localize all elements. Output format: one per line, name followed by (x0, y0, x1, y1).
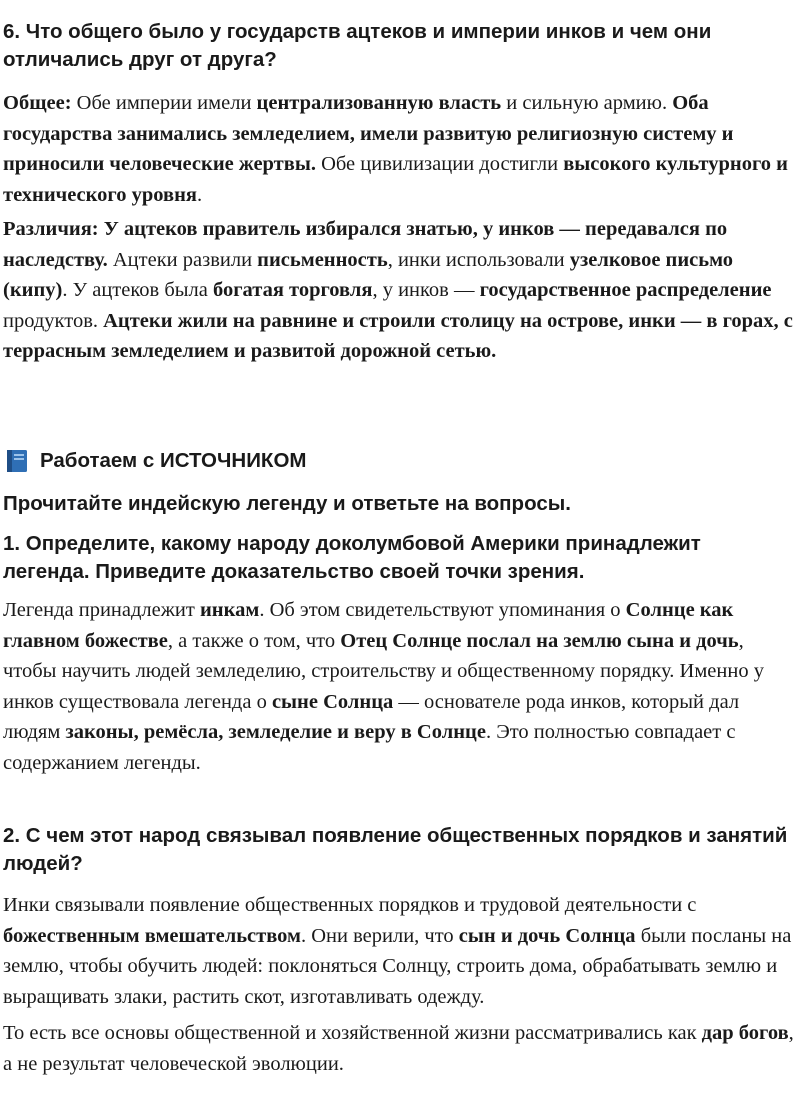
source-question-2-conclusion (3, 1018, 795, 1079)
bold-text-run: сын и дочь Солнца (458, 924, 636, 947)
text-run: . Это полностью совпадает с содержанием легенды. (3, 721, 736, 774)
text-run: Обе империи имели (71, 92, 257, 114)
text-run: Обе цивилизации достигли (315, 153, 564, 175)
bold-text-run: богатая торговля (213, 279, 373, 301)
text-run: были посланы на землю, чтобы обучить людей: поклоняться Солнцу, строить дома, обрабатывать землю и выращивать злаки, растить скот, изготавливать одежду. (3, 924, 792, 1008)
bold-text-run: законы, ремёсла, земледелие и веру в Солнце (65, 721, 486, 743)
bold-text-run: божественным вмешательством (3, 924, 301, 947)
text-run: Ацтеки развили (107, 248, 258, 271)
text-run: , а не результат человеческой эволюции. (3, 1022, 794, 1075)
text-run: , а также о том, что (167, 629, 341, 652)
text-run: , чтобы научить людей земледелию, строительству и общественному порядку. Именно у инков существовала легенда о (3, 629, 764, 713)
source-question-1-answer (3, 595, 795, 778)
text-run: и сильную армию. (501, 92, 673, 114)
text-run: . У ацтеков была (62, 279, 213, 301)
question-6-title: 6. Что общего было у государств ацтеков и империи инков и чем они отличались друг от друга? (3, 20, 712, 71)
section-subtitle: Прочитайте индейскую легенду и ответьте на вопросы. (3, 492, 571, 515)
question-6-common-paragraph (3, 88, 795, 210)
text-run: . Они верили, что (300, 924, 459, 947)
book-icon (6, 449, 28, 473)
bold-text-run: Солнце как главном божестве (3, 599, 734, 652)
bold-text-run: централизованную власть (256, 92, 502, 114)
text-run: продуктов. (3, 309, 104, 332)
bold-text-run: инкам (199, 599, 260, 621)
text-run: То есть все основы общественной и хозяйственной жизни рассматривались как (3, 1022, 702, 1044)
section-header (6, 447, 306, 475)
bold-text-run: дар богов (701, 1022, 789, 1044)
bold-text-run: Оба государства занимались земледелием, имели развитую религиозную систему и приносили человеческие жертвы. (3, 92, 734, 175)
text-run: . Об этом свидетельствуют упоминания о (259, 599, 626, 621)
bold-text-run: государственное распределение (479, 279, 772, 301)
bold-text-run: письменность (257, 248, 388, 271)
source-question-2-answer (3, 890, 795, 1012)
bold-text-run: Отец Солнце послал на землю сына и дочь (340, 629, 739, 652)
text-run: , у инков — (372, 279, 480, 301)
source-question-1-title: 1. Определите, какому народу доколумбовой Америки принадлежит легенда. Приведите доказательство своей точки зрения. (3, 532, 701, 583)
text-run: . (196, 183, 203, 206)
bold-text-run: Различия: У ацтеков правитель избирался знатью, у инков — передавался по наследству. (3, 218, 728, 271)
text-run: Инки связывали появление общественных порядков и трудовой деятельности с (3, 894, 697, 916)
source-question-2-title: 2. С чем этот народ связывал появление общественных порядков и занятий людей? (3, 824, 788, 875)
bold-text-run: высокого культурного и технического уровня (3, 153, 788, 206)
bold-text-run: Ацтеки жили на равнине и строили столицу на острове, инки — в горах, с террасным земледелием и развитой дорожной сетью. (3, 309, 793, 362)
bold-text-run: Общее: (3, 92, 72, 114)
text-run: — основателе рода инков, который дал людям (3, 690, 740, 743)
section-title: Работаем с ИСТОЧНИКОМ (40, 449, 307, 472)
bold-text-run: сыне Солнца (271, 690, 394, 713)
text-run: , инки использовали (387, 248, 570, 271)
text-run: Легенда принадлежит (3, 599, 200, 621)
question-6-differences-paragraph (3, 214, 795, 367)
bold-text-run: узелковое письмо (кипу) (3, 248, 734, 301)
